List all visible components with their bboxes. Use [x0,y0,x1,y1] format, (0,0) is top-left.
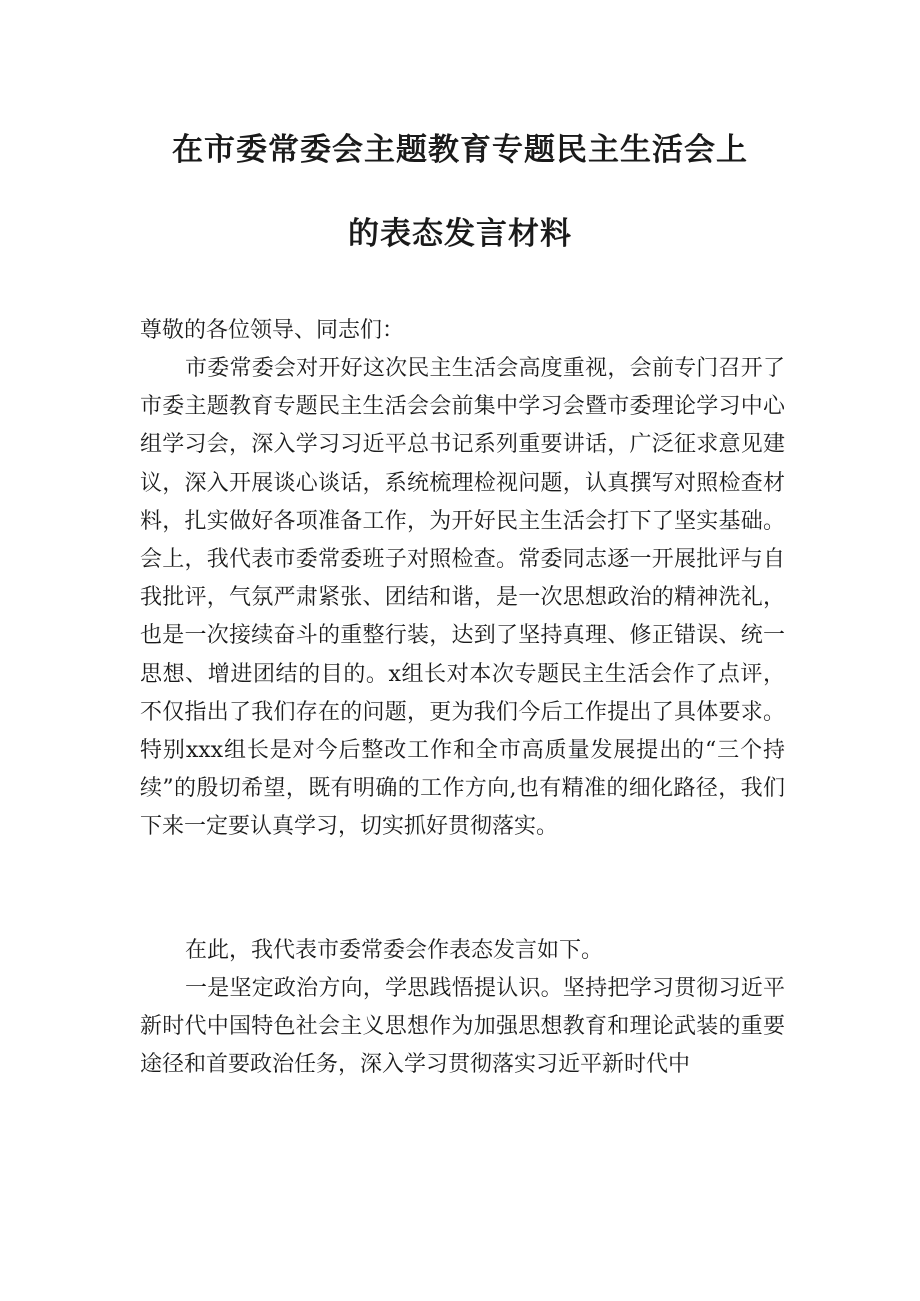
salutation: 尊敬的各位领导、同志们： [140,318,405,343]
paragraph-2: 在此，我代表市委常委会作表态发言如下。 [185,938,604,963]
document-title-line-2: 的表态发言材料 [348,216,572,252]
paragraph-3: 一是坚定政治方向，学思践悟提认识。坚持把学习贯彻习近平新时代中国特色社会主义思想作为加强思想教育和理论武装的重要途径和首要政治任务，深入学习贯彻落实习近平新时代中 [140,976,785,1078]
document-title-line-1: 在市委常委会主题教育专题民主生活会上 [172,132,748,168]
paragraph-1: 市委常委会对开好这次民主生活会高度重视，会前专门召开了市委主题教育专题民主生活会会前集中学习会暨市委理论学习中心组学习会，深入学习习近平总书记系列重要讲话，广泛征求意见建议，深入开展谈心谈话，系统梳理检视问题，认真撰写对照检查材料，扎实做好各项准备工作，为开好民主生活会打下了坚实基础。会上，我代表市委常委班子对照检查。常委同志逐一开展批评与自我批评，气氛严肃紧张、团结和谐，是一次思想政治的精神洗礼，也是一次接续奋斗的重整行装，达到了坚持真理、修正错误、统一思想、增进团结的目的。x组长对本次专题民主生活会作了点评，不仅指出了我们存在的问题，更为我们今后工作提出了具体要求。特别xxx组长是对今后整改工作和全市高质量发展提出的“三个持续”的殷切希望，既有明确的工作方向,也有精准的细化路径，我们下来一定要认真学习，切实抓好贯彻落实。 [140,356,785,840]
